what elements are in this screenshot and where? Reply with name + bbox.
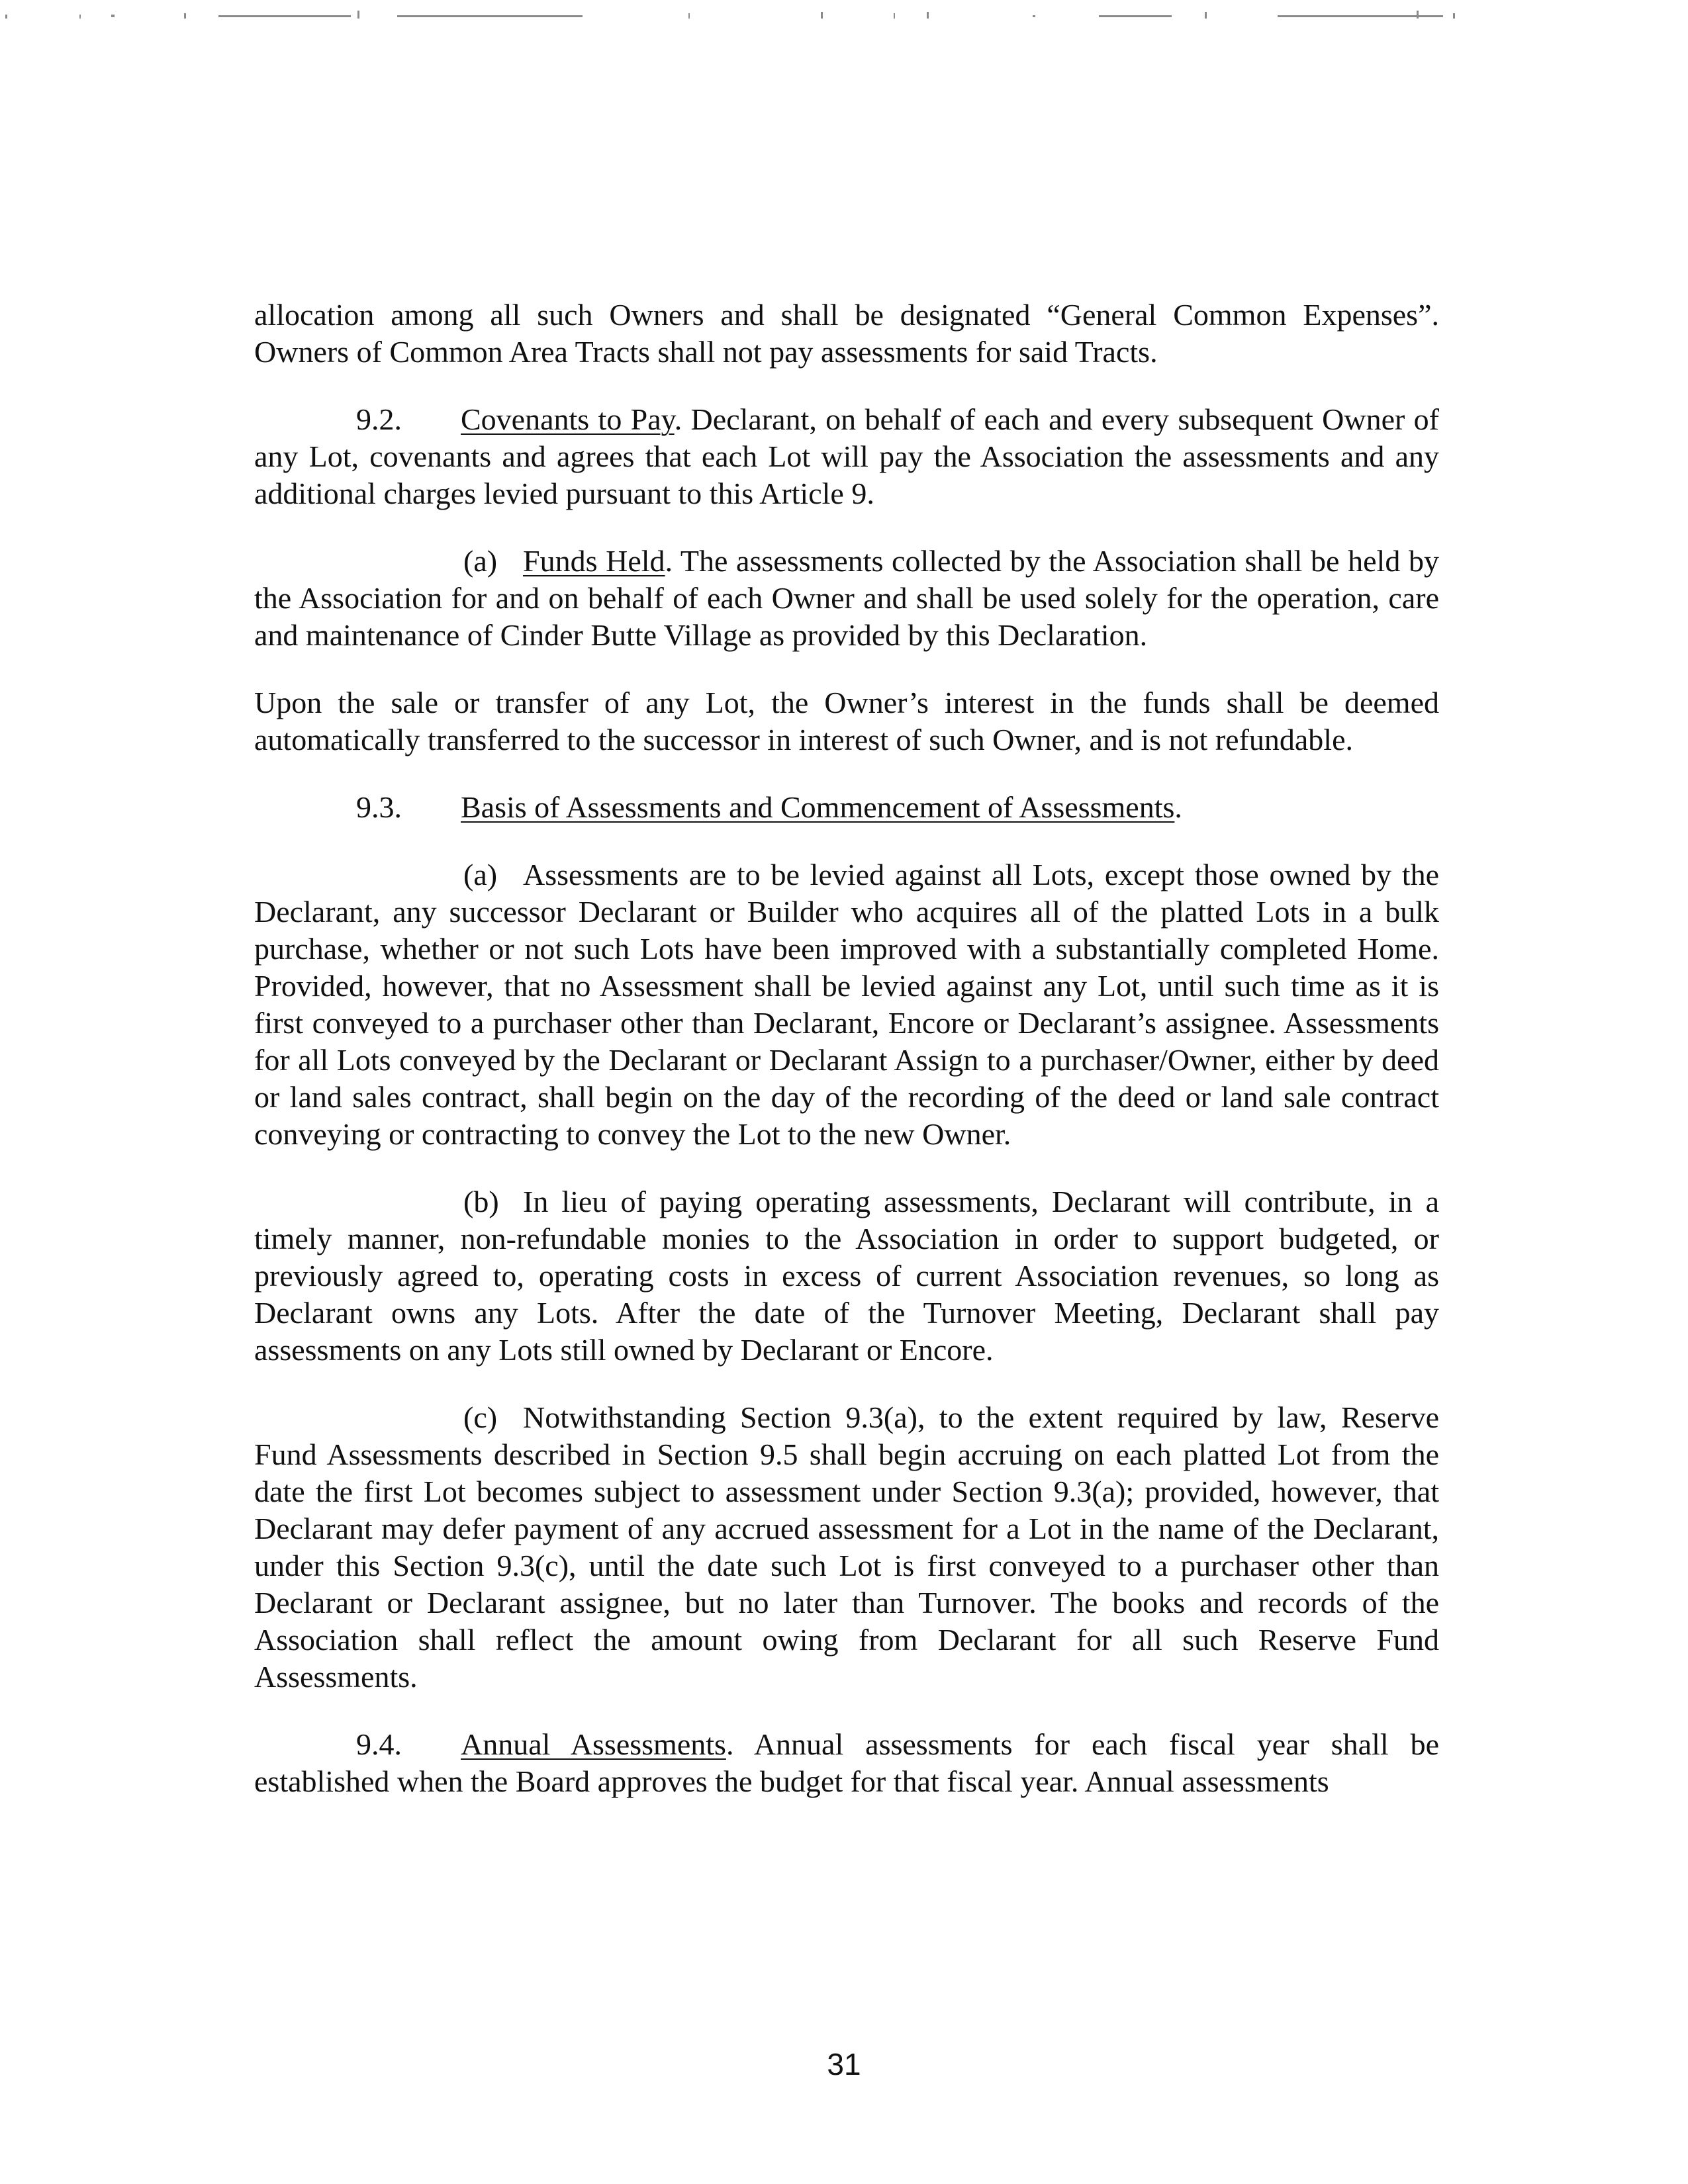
subsection-text: Notwithstanding Section 9.3(a), to the extent required by law, Reserve Fund Assessments described in Section 9.5 shall begin accruing on each platted Lot from the date the first Lot becomes subject to assessment under Section 9.3(a); provided, however, that Declarant may defer payment of any accrued assessment for a Lot in the name of the Declarant, under this Section 9.3(c), until the date such Lot is first conveyed to a purchaser other than Declarant or Declarant assignee, but no later than Turnover. The books and records of the Association shall reflect the amount owing from Declarant for all such Reserve Fund Assessments. (254, 1400, 1439, 1694)
paragraph-general-common-expenses: allocation among all such Owners and shall be designated “General Common Expenses”. Owners of Common Area Tracts shall not pay assessments for said Tracts. (254, 298, 1439, 369)
section-9-2-a (254, 543, 1439, 654)
subsection-heading: Funds Held (523, 544, 665, 578)
section-number: 9.4. (356, 1727, 402, 1761)
section-9-3-a (254, 856, 1439, 1153)
section-9-3-b (254, 1183, 1439, 1369)
subsection-label: (c) (463, 1400, 498, 1434)
section-text: . Declarant, on behalf of each and every subsequent Owner of any Lot, covenants and agrees that each Lot will pay the Association the assessments and any additional charges levied pursuant to this Article 9. (254, 402, 1439, 510)
section-9-3 (254, 789, 1439, 826)
subsection-text: In lieu of paying operating assessments, Declarant will contribute, in a timely manner, non-refundable monies to the Association in order to support budgeted, or previously agreed to, operating costs in excess of current Association revenues, so long as Declarant owns any Lots. After the date of the Turnover Meeting, Declarant shall pay assessments on any Lots still owned by Declarant or Encore. (254, 1185, 1439, 1367)
scan-header-artifacts (0, 0, 1688, 26)
subsection-label: (b) (463, 1185, 499, 1218)
subsection-text: . The assessments collected by the Association shall be held by the Association for and on behalf of each Owner and shall be used solely for the operation, care and maintenance of Cinder Butte Village as provided by this Declaration. (254, 544, 1439, 652)
section-9-2 (254, 401, 1439, 512)
paragraph-transfer: Upon the sale or transfer of any Lot, the Owner’s interest in the funds shall be deemed automatically transferred to the successor in interest of such Owner, and is not refundable. (254, 686, 1439, 756)
page-number: 31 (827, 2047, 861, 2081)
section-number: 9.3. (356, 790, 402, 824)
section-heading: Annual Assessments (461, 1727, 726, 1761)
section-heading: Covenants to Pay (461, 402, 675, 436)
section-text: . Annual assessments for each fiscal year shall be established when the Board approves the budget for that fiscal year. Annual assessments (254, 1727, 1440, 1798)
subsection-text: Assessments are to be levied against all Lots, except those owned by the Declarant, any successor Declarant or Builder who acquires all of the platted Lots in a bulk purchase, whether or not such Lots have been improved with a substantially completed Home. Provided, however, that no Assessment shall be levied against any Lot, until such time as it is first conveyed to a purchaser other than Declarant, Encore or Declarant’s assignee. Assessments for all Lots conveyed by the Declarant or Declarant Assign to a purchaser/Owner, either by deed or land sales contract, shall begin on the day of the recording of the deed or land sale contract conveying or contracting to convey the Lot to the new Owner. (254, 858, 1439, 1151)
subsection-label: (a) (463, 544, 498, 578)
section-number: 9.2. (356, 402, 402, 436)
section-9-3-c (254, 1399, 1439, 1696)
subsection-label: (a) (463, 858, 498, 891)
section-9-4 (254, 1726, 1439, 1800)
section-heading: Basis of Assessments and Commencement of Assessments (461, 790, 1175, 824)
section-heading-tail: . (1174, 790, 1182, 824)
document-body (254, 296, 1439, 1800)
